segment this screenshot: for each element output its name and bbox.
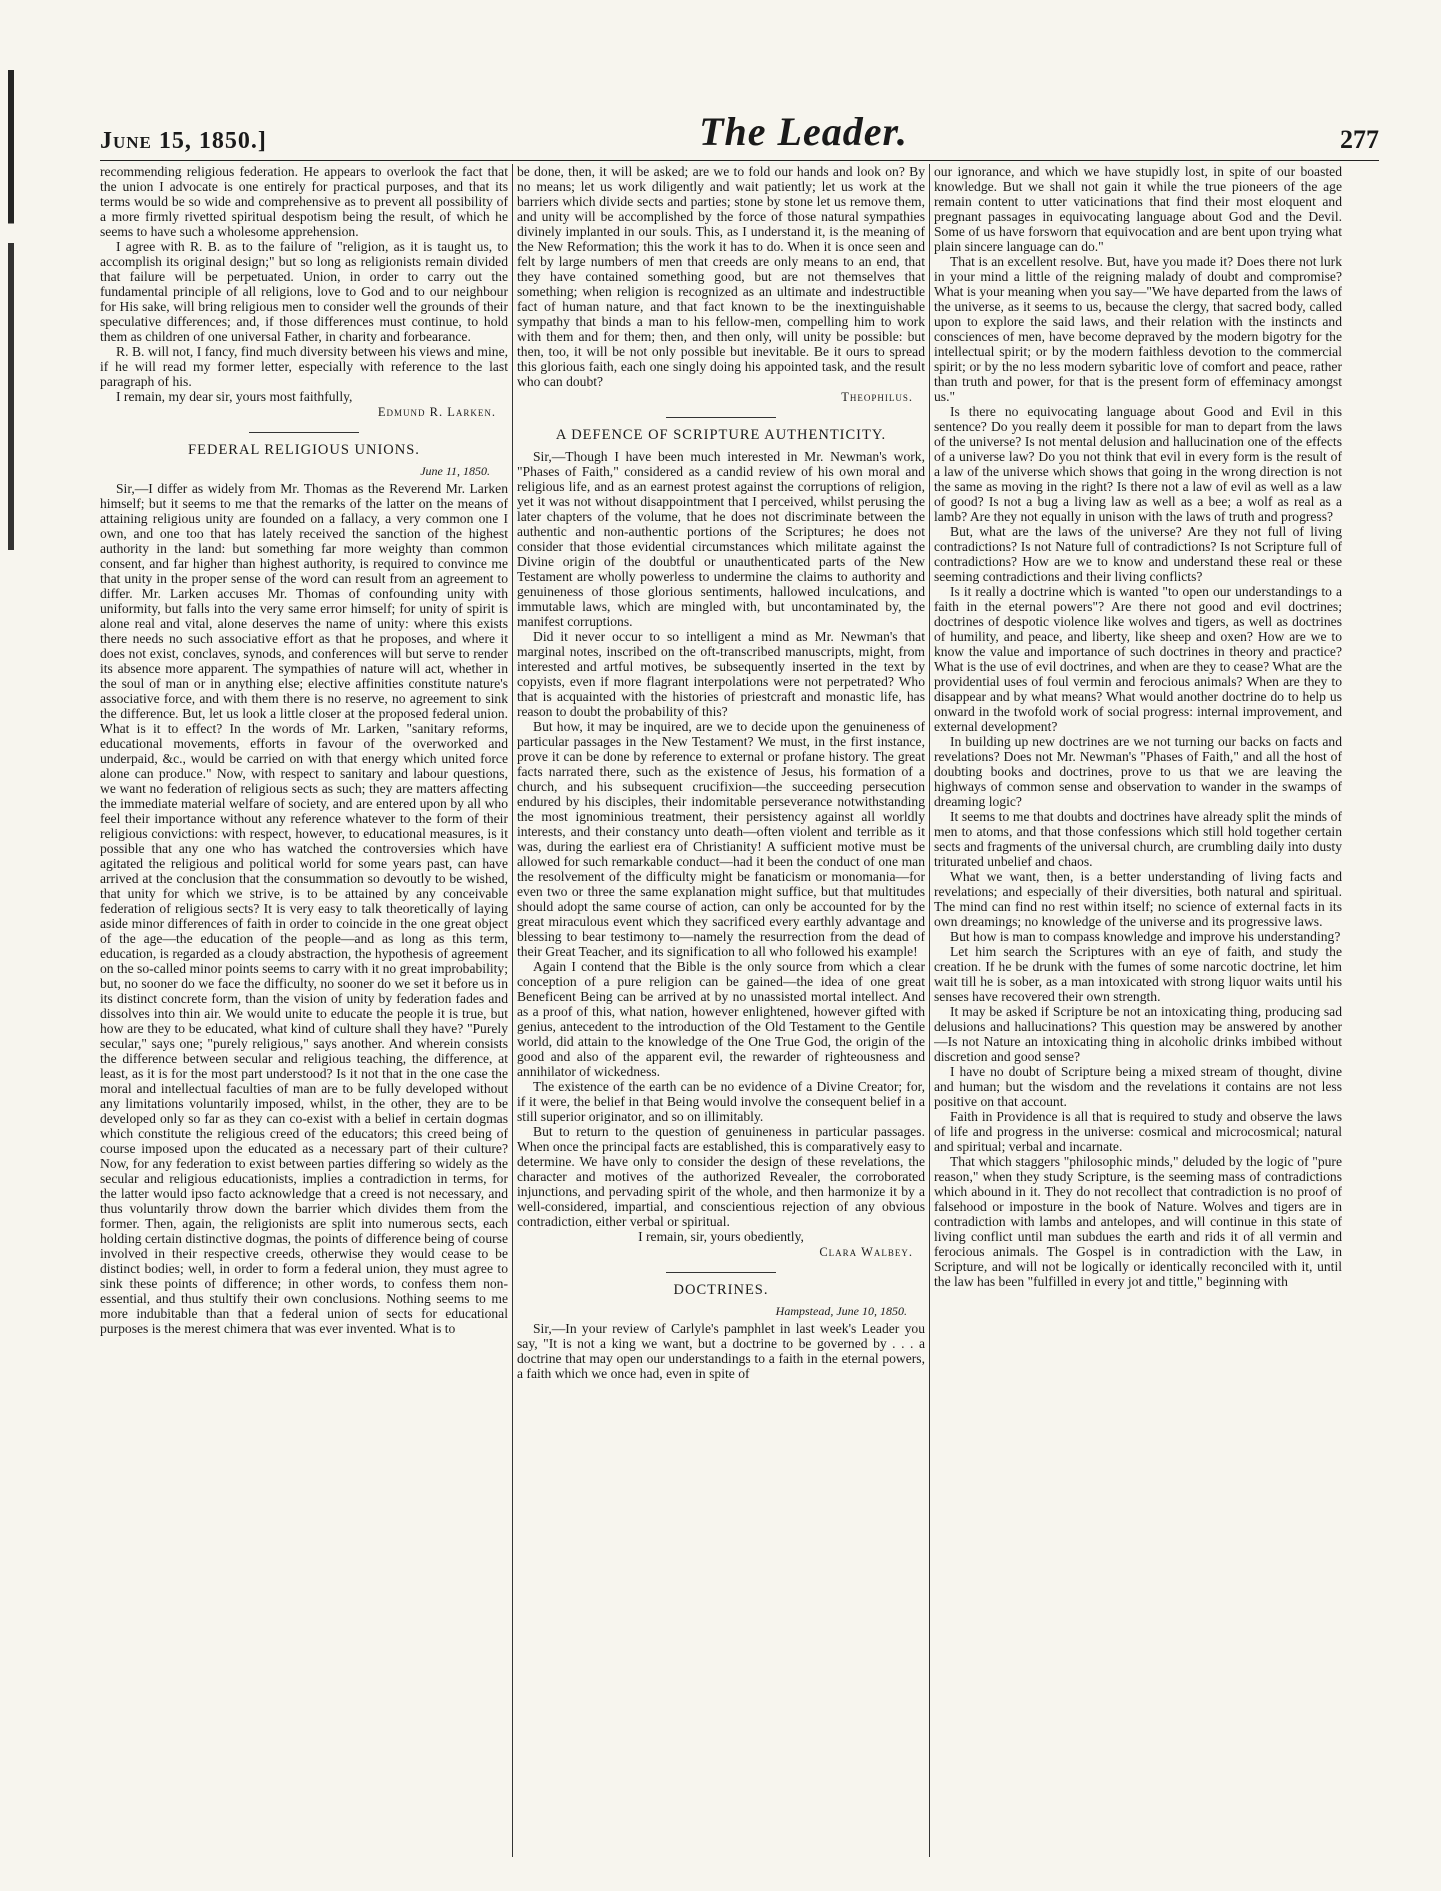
- issue-date: June 15, 1850.]: [100, 128, 267, 154]
- paragraph: Did it never occur to so intelligent a mind as Mr. Newman's that marginal notes, inscribed on the oft-transcribed manuscripts, might, from interested and artful motives, be subsequently inserted in the text by copyists, even if more flagrant interpolations were not perpetrated? Who that is acquainted with the histories of priestcraft and monastic life, has reason to doubt the probability of this?: [517, 629, 925, 719]
- paragraph: The existence of the earth can be no evidence of a Divine Creator; for, if it were, the belief in that Being would involve the consequent belief in a still superior originator, and so on illimitably.: [517, 1079, 925, 1124]
- article-heading: FEDERAL RELIGIOUS UNIONS.: [188, 442, 420, 458]
- paragraph: Is it really a doctrine which is wanted "to open our understandings to a faith in the eternal powers"? Are there not good and evil doctrines; doctrines of despotic violence like wolves and tigers, as well as doctrines of humility, and peace, and liberty, like sheep and oxen? How are we to know the value and importance of such doctrines in theory and practice? What is the use of evil doctrines, and when are they to cease? What are the providential uses of foul vermin and ferocious animals? When are they to disappear and by what means? What would another doctrine do to help us onward in the twofold work of social progress: internal improvement, and external development?: [934, 584, 1342, 734]
- paragraph: In building up new doctrines are we not turning our backs on facts and revelations? Does not Mr. Newman's "Phases of Faith," and all the host of doubting books and doctrines, prove to us that we are leaving the highways of common sense and observation to wander in the swamps of dreaming logic?: [934, 734, 1342, 809]
- paragraph: But to return to the question of genuineness in particular passages. When once the principal facts are established, this is comparatively easy to determine. We have only to consider the design of these revelations, the character and motives of the authorized Revealer, the corroborated injunctions, and pervading spirit of the whole, and then harmonize it by a well-considered, impartial, and conscientious rejection of any obvious contradiction, either verbal or spiritual.: [517, 1124, 925, 1229]
- paragraph: I remain, sir, yours obediently,: [638, 1229, 804, 1244]
- paragraph: R. B. will not, I fancy, find much diversity between his views and mine, if he will read my former letter, especially with reference to the last paragraph of his.: [100, 344, 508, 389]
- paragraph: I remain, my dear sir, yours most faithfully,: [116, 389, 353, 404]
- page-header: [100, 95, 1379, 155]
- paragraph: That is an excellent resolve. But, have you made it? Does there not lurk in your mind a little of the reigning malady of doubt and compromise? What is your meaning when you say—"We have departed from the laws of the universe, as it seems to us, because the clergy, that sacred body, called upon to explore the said laws, and their relation with the instincts and consciences of men, have become depraved by the modern bigotry for the intellectual spirit; or by the modern faithless devotion to the commercial spirit; or by the no less modern sybaritic love of comfort and peace, rather than truth and power, for that is the present form of effeminacy amongst us.": [934, 254, 1342, 404]
- column-3: [934, 164, 1342, 1857]
- masthead-title: The Leader.: [699, 109, 908, 154]
- signature: Edmund R. Larken.: [377, 405, 496, 419]
- binding-edge: [8, 70, 14, 550]
- paragraph: Sir,—Though I have been much interested in Mr. Newman's work, "Phases of Faith," considered as a candid review of his own moral and religious life, and as an earnest protest against the corruptions of religion, yet it was not without disappointment that I perceived, whilst perusing the later chapters of the volume, that he does not discriminate between the authentic and non-authentic portions of the Scriptures; he does not consider that those evidential circumstances which militate against the Divine origin of the doubtful or unauthenticated parts of the New Testament are wholly powerless to undermine the claims to authority and genuineness of those glorious sentiments, hallowed inculcations, and immutable laws, which are mingled with, but uncontaminated by, the manifest corruptions.: [517, 449, 925, 629]
- dateline: June 11, 1850.: [420, 464, 490, 478]
- article-heading: DOCTRINES.: [673, 1282, 769, 1298]
- section-rule: [249, 432, 359, 433]
- column-divider: [929, 164, 930, 1857]
- paragraph: That which staggers "philosophic minds," deluded by the logic of "pure reason," when they study Scripture, is the seeming mass of contradictions which abound in it. They do not recollect that contradiction is no proof of falsehood or imposture in the book of Nature. Wolves and tigers are in contradiction with lambs and antelopes, and will continue in this state of living conflict until man subdues the earth and rids it of all vermin and ferocious animals. The Gospel is in contradiction with the Law, in Scripture, and will not be logically or identically reconciled with it, until the law has been "fulfilled in every jot and tittle," beginning with: [934, 1154, 1342, 1289]
- paragraph: But how is man to compass knowledge and improve his understanding?: [950, 929, 1341, 944]
- column-1: [100, 164, 508, 1857]
- paragraph: But, what are the laws of the universe? Are they not full of living contradictions? Is not Nature full of contradictions? Is not Scripture full of contradictions? How are we to know and understand these real or these seeming contradictions and their living conflicts?: [934, 524, 1342, 584]
- paragraph: I have no doubt of Scripture being a mixed stream of thought, divine and human; but the wisdom and the revelations it contains are not less positive on that account.: [934, 1064, 1342, 1109]
- page-number: 277: [1340, 125, 1379, 154]
- paragraph: But how, it may be inquired, are we to decide upon the genuineness of particular passages in the New Testament? We must, in the first instance, prove it can be done by reference to external or profane history. The great facts narrated there, such as the existence of Jesus, his formation of a church, and his subsequent crucifixion—the succeeding persecution endured by his disciples, their indomitable perseverance notwithstanding the most ignominious treatment, their persistency against all worldly interests, and their constancy unto death—often violent and terrible as it was, during the earliest era of Christianity! A sufficient motive must be allowed for such remarkable conduct—had it been the conduct of one man the resolvement of the difficulty might be fanaticism or monomania—for even two or three the same explanation might suffice, but that multitudes should adopt the same course of action, can only be accounted for by the great miraculous event which they sacrificed every earthly advantage and blessing to bear testimony to—namely the resurrection from the dead of their Great Teacher, and its signification to all who followed his example!: [517, 719, 925, 959]
- paragraph: our ignorance, and which we have stupidly lost, in spite of our boasted knowledge. But we shall not gain it while the true pioneers of the age remain content to utter vaticinations that find their most eloquent and pregnant passages in equivocating language about God and the Devil. Some of us have forsworn that equivocation and are bent upon trying what plain sincere language can do.": [934, 164, 1342, 254]
- paragraph: Let him search the Scriptures with an eye of faith, and study the creation. If he be drunk with the fumes of some narcotic doctrine, let him wait till he is sober, as a man intoxicated with strong liquor waits until his senses have recovered their own strength.: [934, 944, 1342, 1004]
- paragraph: recommending religious federation. He appears to overlook the fact that the union I advocate is one entirely for practical purposes, and that its terms would be so wide and comprehensive as to prevent all possibility of a more firmly rivetted spiritual despotism being the result, of which he seems to have such a wholesome apprehension.: [100, 164, 508, 239]
- paragraph: be done, then, it will be asked; are we to fold our hands and look on? By no means; let us work diligently and wait patiently; let us work at the barriers which divide sects and parties; stone by stone let us remove them, and unity will be accomplished by the force of those natural sympathies divinely implanted in our souls. This, as I understand it, is the meaning of the New Reformation; this the work it has to do. When it is once seen and felt by large numbers of men that creeds are only means to an end, that they have contained something good, but are not themselves that something; when religion is recognized as an ultimate and indestructible fact of human nature, and that fact known to be the inextinguishable sympathy that binds a man to his fellow-men, compelling him to work with them and for them; then, and then only, will unity be possible: but then, too, it will be not only possible but inevitable. Be it ours to spread this glorious faith, each one singly doing his appointed task, and the result who can doubt?: [517, 164, 925, 389]
- paragraph: Sir,—I differ as widely from Mr. Thomas as the Reverend Mr. Larken himself; but it seems to me that the remarks of the latter on the means of attaining religious unity are founded on a fallacy, a very common one I own, and one too that has lately received the sanction of the highest authority in the land: but something far more weighty than common consent, and far higher than highest authority, is required to convince me that unity in the proper sense of the word can result from an agreement to differ. Mr. Larken accuses Mr. Thomas of confounding unity with uniformity, but falls into the very same error himself; for unity of spirit is alone real and vital, alone deserves the name of unity: where this exists there needs no such associative effort as that he proposes, and where it does not exist, conclaves, synods, and conferences will but serve to render its absence more apparent. The sympathies of nature will act, whether in the soul of man or in anything else; elective affinities constitute nature's associative force, and with them there is no reserve, no agreement to sink the difference. But, let us look a little closer at the proposed federal union. What is it to effect? In the words of Mr. Larken, "sanitary reforms, educational movements, efforts in favour of the overworked and underpaid, &c., would be carried on with that energy which united force alone can produce." Now, with respect to sanitary and labour questions, we want no federation of religious sects as such; they are matters affecting the immediate material welfare of society, and are entered upon by all who feel their importance without any reference whatever to the form of their religious convictions: with respect, however, to educational measures, is it possible that any one who has watched the controversies which have agitated the religious and political world for some years past, can have arrived at the conclusion that the consummation so devoutly to be wished, that unity for which we strive, is to be attained by any conceivable federation of religious sects? It is very easy to talk theoretically of laying aside minor differences of faith in order to coincide in the one great object of the age—the education of the people—and as long as this term, education, is regarded as a cloudy abstraction, the hypothesis of agreement on the so-called minor points seems to carry with it no great improbability; but, no sooner do we face the difficulty, no sooner do we set it before us in its distinct concrete form, than the vision of unity by federation fades and dissolves into thin air. We would unite to educate the people it is true, but how are they to be educated, what kind of culture shall they have? "Purely secular," says one; "purely religious," says another. And wherein consists the difference between secular and religious teaching, the difference, at least, as it is for the most part understood? Is it not that in the one case the moral and intellectual faculties of man are to be fully developed without any limitations voluntarily imposed, whilst, in the other, they are to be developed only so far as they can co-exist with a belief in certain dogmas which constitute the religious creed of the educators; this creed being of course imposed upon the educated as a necessary part of their culture? Now, for any federation to exist between parties differing so widely as the secular and religious educationists, implies a contradiction in terms, for the latter would ipso facto acknowledge that a creed is not necessary, and thus voluntarily throw down the barrier which divides them from the former. Then, again, the religionists are split into numerous sects, each holding certain distinctive dogmas, the points of difference being of course involved in their respective creeds, otherwise they would cease to be distinct bodies; well, in order to form a federal union, they must agree to sink these points of difference; in other words, to confess them non-essential, and thus stultify their own conclusions. Nothing seems to me more indubitable than that a federal union of sects for educational purposes is the merest chimera that was ever invented. What is to: [100, 481, 508, 1336]
- paragraph: I agree with R. B. as to the failure of "religion, as it is taught us, to accomplish its original design;" but so long as religionists remain divided that failure will be perpetuated. Union, in order to carry out the fundamental principle of all religions, love to God and to our neighbour for His sake, will bring religious men to consider well the grounds of their speculative differences; and, if those differences must continue, to hold them as children of one universal Father, in charity and forbearance.: [100, 239, 508, 344]
- column-divider: [512, 164, 513, 1857]
- dateline: Hampstead, June 10, 1850.: [775, 1304, 907, 1318]
- paragraph: Faith in Providence is all that is required to study and observe the laws of life and progress in the universe: cosmical and microcosmical; natural and spiritual; verbal and incarnate.: [934, 1109, 1342, 1154]
- header-rule: [100, 160, 1379, 161]
- section-rule: [666, 1272, 776, 1273]
- paragraph: What we want, then, is a better understanding of living facts and revelations; and especially of their diversities, both natural and spiritual. The mind can find no rest within itself; no science of external facts in its own dreamings; no knowledge of the universe and its progressive laws.: [934, 869, 1342, 929]
- paragraph: It may be asked if Scripture be not an intoxicating thing, producing sad delusions and hallucinations? This question may be answered by another—Is not Nature an intoxicating thing in alcoholic drinks imbibed without discretion and good sense?: [934, 1004, 1342, 1064]
- section-rule: [666, 417, 776, 418]
- paragraph: Sir,—In your review of Carlyle's pamphlet in last week's Leader you say, "It is not a king we want, but a doctrine to be governed by . . . a doctrine that may open our understandings to a faith in the eternal powers, a faith which we once had, even in spite of: [517, 1321, 925, 1381]
- paragraph: Is there no equivocating language about Good and Evil in this sentence? Do you really deem it possible for man to depart from the laws of the universe? Is not mental delusion and hallucination one of the effects of a universe law? Do you not think that evil in every form is the result of a law of the universe which shows that going in the wrong direction is not the same as moving in the right? Is there not a law of evil as well as a law of good? Is not a bug a living law as well as a bee; a wolf as real as a lamb? Are they not equally in unison with the laws of truth and progress?: [934, 404, 1342, 524]
- signature: Clara Walbey.: [819, 1245, 913, 1259]
- column-2: [517, 164, 925, 1857]
- article-heading: A DEFENCE OF SCRIPTURE AUTHENTICITY.: [555, 427, 887, 443]
- signature: Theophilus.: [841, 390, 913, 404]
- paragraph: Again I contend that the Bible is the only source from which a clear conception of a pure religion can be gained—the idea of one great Beneficent Being can be arrived at by no unassisted mortal intellect. And as a proof of this, what nation, however enlightened, however gifted with genius, antecedent to the introduction of the Old Testament to the Gentile world, did attain to the knowledge of the One True God, the origin of the good and also of the apparent evil, the rewarder of righteousness and annihilator of wickedness.: [517, 959, 925, 1079]
- paragraph: It seems to me that doubts and doctrines have already split the minds of men to atoms, and that those confessions which still hold together certain sects and fragments of the universal church, are crumbling daily into dusty triturated unbelief and chaos.: [934, 809, 1342, 869]
